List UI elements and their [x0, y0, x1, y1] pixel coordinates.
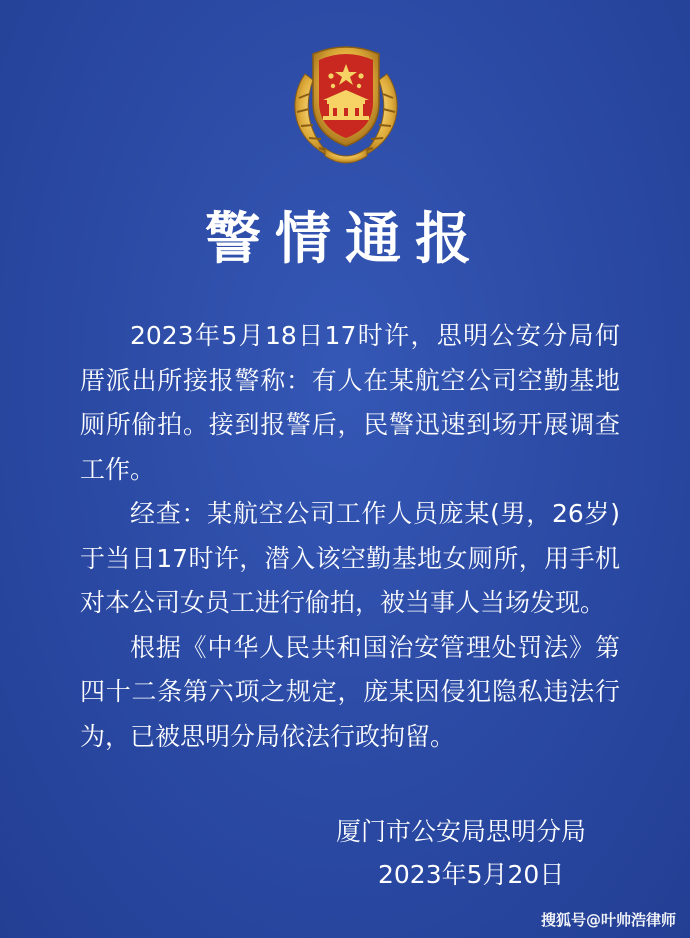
watermark-text: 搜狐号@叶帅浩律师	[540, 911, 676, 929]
police-emblem-icon	[283, 40, 409, 168]
paragraph-penalty: 根据《中华人民共和国治安管理处罚法》第四十二条第六项之规定，庞某因侵犯隐私违法行为，已被思明分局依法行政拘留。	[80, 632, 620, 751]
paragraph-investigation: 经查：某航空公司工作人员庞某(男，26岁)于当日17时许，潜入该空勤基地女厕所，用手机对本公司女员工进行偷拍，被当事人当场发现。	[80, 499, 620, 617]
page-title: 警情通报	[205, 207, 485, 272]
signature-date: 2023年5月20日	[378, 860, 565, 889]
report-body	[80, 314, 620, 759]
signature-organization: 厦门市公安局思明分局	[336, 817, 587, 846]
paragraph-incident: 2023年5月18日17时许，思明公安分局何厝派出所接报警称：有人在某航空公司空勤基地厕所偷拍。接到报警后，民警迅速到场开展调查工作。	[80, 321, 620, 484]
